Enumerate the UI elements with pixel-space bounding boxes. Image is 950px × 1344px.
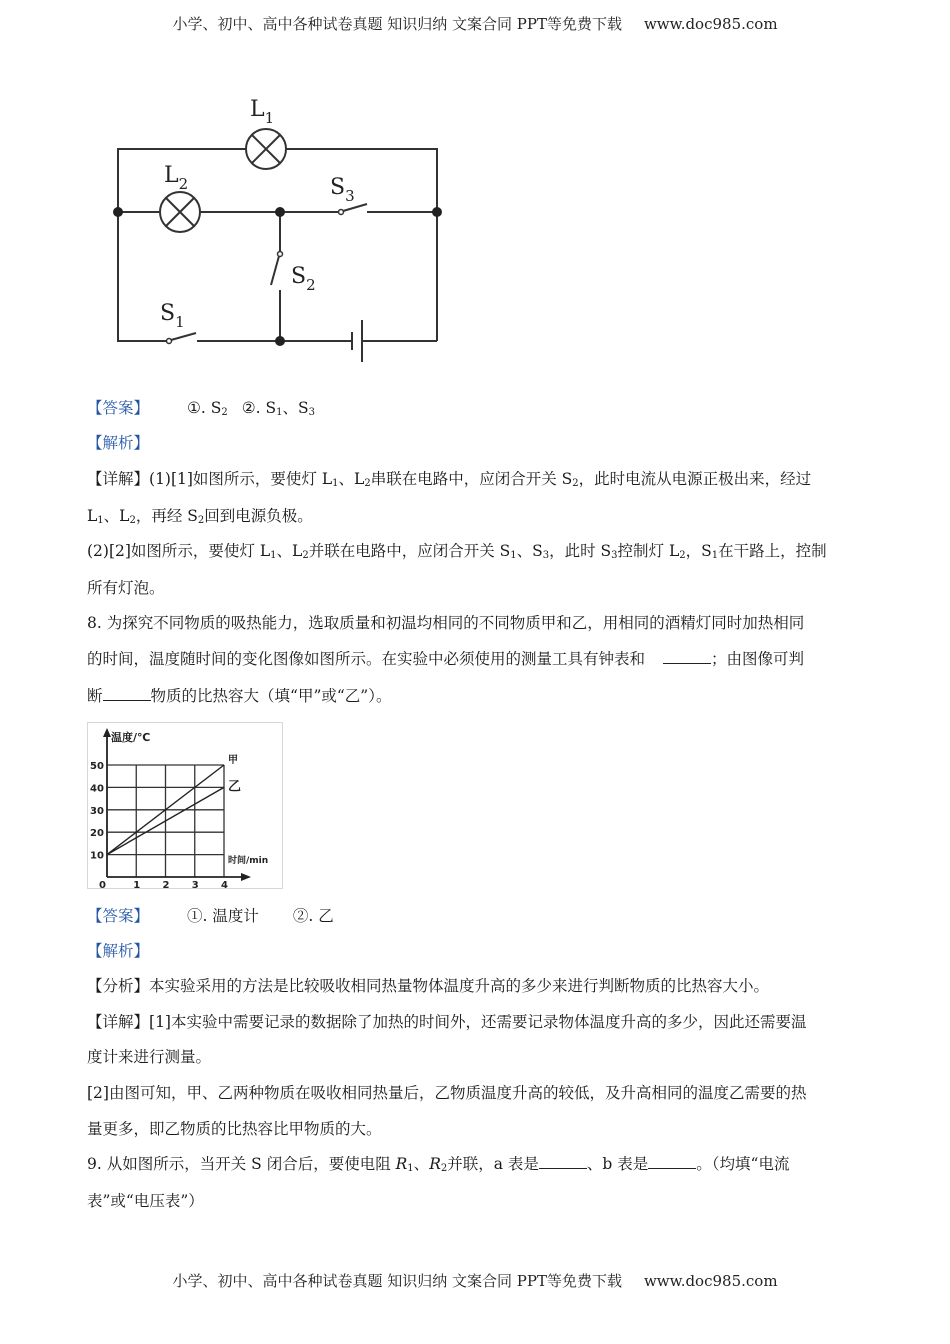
q8-detail-line-3 bbox=[87, 1083, 867, 1103]
header-text: 小学、初中、高中各种试卷真题 知识归纳 文案合同 PPT等免费下载 bbox=[172, 15, 622, 33]
text: 、L bbox=[103, 507, 130, 525]
answer-blank bbox=[539, 1154, 587, 1169]
text: R bbox=[395, 1155, 408, 1173]
q7-analysis-tag bbox=[87, 433, 867, 453]
text: 回到电源负极。 bbox=[204, 507, 313, 525]
answer-blank bbox=[663, 649, 711, 664]
subscript: 2 bbox=[302, 550, 309, 561]
text: 串联在电路中，应闭合开关 S bbox=[370, 470, 573, 488]
y-tick-label: 20 bbox=[90, 828, 104, 840]
answer-item: ②. 乙 bbox=[292, 907, 334, 925]
analysis-label: 【分析】 bbox=[87, 977, 150, 995]
lamp-l2-icon bbox=[160, 192, 200, 232]
text: L bbox=[87, 507, 98, 525]
text: 8. 为探究不同物质的吸热能力，选取质量和初温均相同的不同物质甲和乙，用相同的酒精灯同时加热相同 bbox=[87, 614, 805, 632]
text: 控制灯 L bbox=[617, 542, 680, 560]
subscript: 2 bbox=[679, 550, 686, 561]
text: 量更多，即乙物质的比热容比甲物质的大。 bbox=[87, 1120, 382, 1138]
x-tick-label: 2 bbox=[162, 880, 170, 890]
series-label-2: 乙 bbox=[228, 779, 242, 795]
text: 的时间，温度随时间的变化图像如图所示。在实验中必须使用的测量工具有钟表和 bbox=[87, 650, 646, 668]
text: 、S bbox=[516, 542, 543, 560]
text: ，此时 S bbox=[549, 542, 612, 560]
footer-text: 小学、初中、高中各种试卷真题 知识归纳 文案合同 PPT等免费下载 bbox=[172, 1272, 622, 1290]
text: 表”或“电压表”） bbox=[87, 1192, 204, 1210]
subscript: 1 bbox=[332, 478, 339, 489]
x-tick-label: 4 bbox=[221, 880, 228, 890]
analysis-tag: 【解析】 bbox=[87, 942, 150, 960]
q7-answer bbox=[87, 398, 867, 423]
y-tick-label: 40 bbox=[90, 783, 104, 795]
q9-line-1 bbox=[87, 1154, 867, 1179]
circuit-diagram bbox=[100, 90, 460, 370]
label-s2: $S_2$ bbox=[291, 264, 316, 294]
q8-answer bbox=[87, 906, 867, 926]
text: 9. 从如图所示，当开关 S 闭合后，要使电阻 bbox=[87, 1155, 396, 1173]
q7-detail-line-4 bbox=[87, 578, 867, 598]
header-site: www.doc985.com bbox=[643, 15, 778, 33]
chart-xlabel: 时间/min bbox=[228, 856, 269, 866]
text: 并联在电路中，应闭合开关 S bbox=[308, 542, 511, 560]
subscript: 2 bbox=[440, 1163, 448, 1174]
text: ，S bbox=[685, 542, 712, 560]
footer-site: www.doc985.com bbox=[643, 1272, 778, 1290]
chart-ylabel: 温度/℃ bbox=[111, 731, 151, 744]
q8-detail-line-1 bbox=[87, 1012, 867, 1032]
temperature-time-chart bbox=[87, 722, 284, 890]
text: (2)[2]如图所示，要使灯 L bbox=[87, 542, 271, 560]
switch-s1-icon bbox=[167, 333, 197, 344]
answer-blank bbox=[103, 686, 151, 701]
answer-tag: 【答案】 bbox=[87, 399, 150, 417]
subscript: 3 bbox=[611, 550, 618, 561]
subscript: 1 bbox=[276, 407, 283, 418]
q8-analysis-tag bbox=[87, 941, 867, 961]
text: 、b 表是 bbox=[586, 1155, 649, 1173]
subscript: 1 bbox=[711, 550, 719, 561]
label-l2: $L_2$ bbox=[164, 163, 189, 193]
text: ；由图像可判 bbox=[711, 650, 805, 668]
x-tick-label: 1 bbox=[133, 880, 141, 890]
subscript: 3 bbox=[542, 550, 550, 561]
label-l1: $L_1$ bbox=[250, 97, 275, 127]
subscript: 1 bbox=[97, 515, 104, 526]
q8-line-1 bbox=[87, 613, 867, 633]
answer-item: ①. S bbox=[187, 399, 222, 417]
subscript: 2 bbox=[364, 478, 371, 489]
q8-detail-line-4 bbox=[87, 1119, 867, 1139]
text: 、 bbox=[413, 1155, 430, 1173]
text: 物质的比热容大（填“甲”或“乙”）。 bbox=[150, 687, 392, 705]
subscript: 2 bbox=[129, 515, 136, 526]
q8-line-2 bbox=[87, 649, 867, 669]
answer-blank bbox=[648, 1154, 696, 1169]
detail-tag: 【详解】 bbox=[87, 1013, 150, 1031]
text: 本实验采用的方法是比较吸收相同热量物体温度升高的多少来进行判断物质的比热容大小。 bbox=[149, 977, 770, 995]
q7-detail-line-3 bbox=[87, 541, 867, 566]
q8-detail-line-2 bbox=[87, 1047, 867, 1067]
text: 并联，a 表是 bbox=[447, 1155, 539, 1173]
detail-tag: 【详解】 bbox=[87, 470, 150, 488]
answer-item: ①. 温度计 bbox=[187, 907, 259, 925]
subscript: 2 bbox=[221, 407, 228, 418]
text: R bbox=[429, 1155, 441, 1173]
text: 、L bbox=[276, 542, 303, 560]
y-tick-label: 10 bbox=[90, 850, 104, 862]
text: 。（均填“电流 bbox=[696, 1155, 790, 1173]
y-tick-label: 30 bbox=[90, 805, 104, 817]
text: [1]本实验中需要记录的数据除了加热的时间外，还需要记录物体温度升高的多少，因此还需要温 bbox=[149, 1013, 807, 1031]
q8-analysis bbox=[87, 976, 867, 996]
subscript: 2 bbox=[572, 478, 579, 489]
answer-tag: 【答案】 bbox=[87, 907, 150, 925]
answer-item: 、S bbox=[282, 399, 309, 417]
text: 所有灯泡。 bbox=[87, 579, 165, 597]
subscript: 1 bbox=[510, 550, 517, 561]
q8-line-3 bbox=[87, 686, 867, 706]
text: 断 bbox=[87, 687, 103, 705]
subscript: 2 bbox=[197, 515, 205, 526]
lamp-l1-icon bbox=[246, 129, 286, 169]
series-label-1: 甲 bbox=[228, 755, 238, 766]
text: ，此时电流从电源正极出来，经过 bbox=[578, 470, 812, 488]
text: 、L bbox=[338, 470, 365, 488]
text: (1)[1]如图所示，要使灯 L bbox=[149, 470, 333, 488]
switch-s3-icon bbox=[339, 204, 368, 215]
label-s1: $S_1$ bbox=[160, 301, 185, 331]
analysis-tag: 【解析】 bbox=[87, 434, 150, 452]
label-s3: $S_3$ bbox=[330, 175, 355, 205]
x-tick-label: 3 bbox=[191, 880, 199, 890]
battery-icon bbox=[352, 320, 362, 362]
answer-item: ②. S bbox=[241, 399, 277, 417]
subscript: 3 bbox=[308, 407, 316, 418]
switch-s2-icon bbox=[271, 252, 283, 286]
page-footer bbox=[0, 1270, 950, 1291]
subscript: 1 bbox=[407, 1163, 414, 1174]
text: 度计来进行测量。 bbox=[87, 1048, 212, 1066]
subscript: 1 bbox=[270, 550, 277, 561]
q9-line-2 bbox=[87, 1191, 867, 1211]
text: 在干路上，控制 bbox=[718, 542, 827, 560]
page-header bbox=[0, 13, 950, 34]
q7-detail-line-1 bbox=[87, 469, 867, 494]
y-tick-label: 50 bbox=[90, 761, 104, 772]
text: [2]由图可知，甲、乙两种物质在吸收相同热量后，乙物质温度升高的较低，及升高相同的温度乙需要的热 bbox=[87, 1084, 807, 1102]
q7-detail-line-2 bbox=[87, 506, 867, 531]
x-tick-label: 0 bbox=[99, 880, 106, 890]
text: ，再经 S bbox=[135, 507, 198, 525]
